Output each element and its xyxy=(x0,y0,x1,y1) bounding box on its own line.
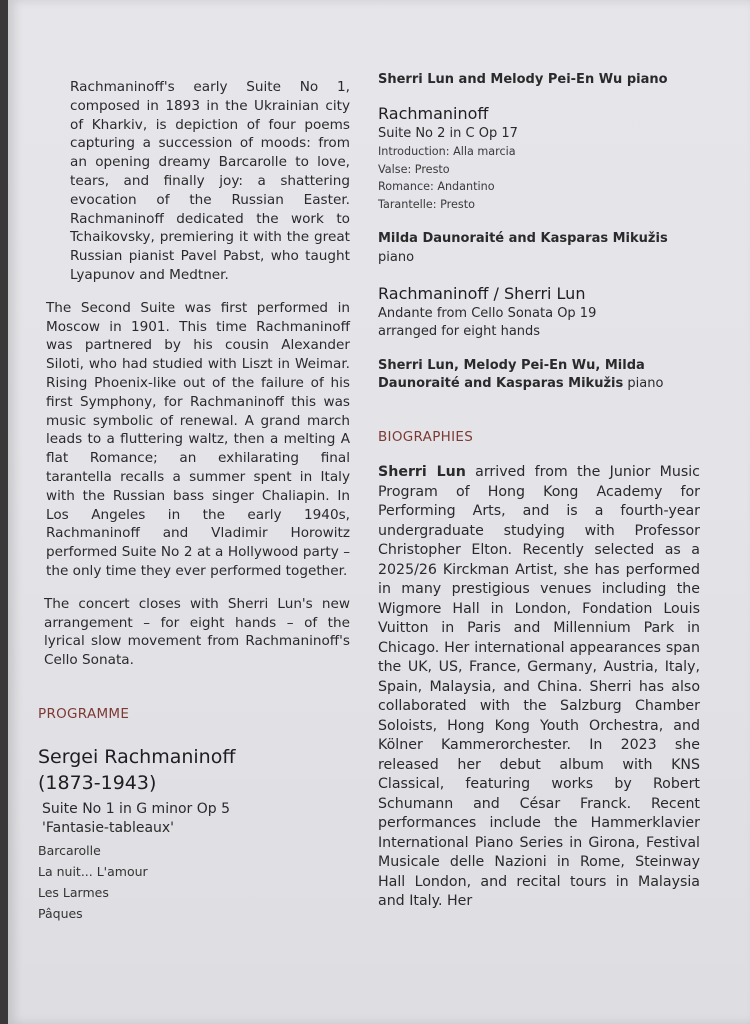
movement-item: Valse: Presto xyxy=(378,162,450,176)
movement-item: Introduction: Alla marcia xyxy=(378,145,516,158)
performers-andante xyxy=(378,357,700,393)
movement-item: Pâques xyxy=(38,905,83,921)
movement-list-suite-2 xyxy=(378,143,700,213)
composer-suite-2: Rachmaninoff xyxy=(378,104,489,123)
performers-suite-2-instrument: piano xyxy=(378,250,415,265)
movement-item: La nuit... L'amour xyxy=(38,863,148,879)
intro-paragraph-suite-2: The Second Suite was first performed in Moscow in 1901. This time Rachmaninoff was partnered by his cousin Alexander Siloti, who had studied with Liszt in Weimar. Rising Phoenix-like out of the failure of his first Symphony, for Rachmaninoff this was music symbolic of renewal. A grand march leads to a fluttering waltz, then a melting A flat Romance; an exhilarating final tarantella recalls a summer spent in Italy with the Russian bass singer Chaliapin. In Los Angeles in the early 1940s, Rachmaninoff and Vladimir Horowitz performed Suite No 2 at a Hollywood party – the only time they ever performed together. xyxy=(46,299,350,579)
left-column xyxy=(38,78,350,924)
composer-andante: Rachmaninoff / Sherri Lun xyxy=(378,284,586,303)
performers-andante-names: Sherri Lun, Melody Pei-En Wu, Milda Daunoraité and Kasparas Mikužis xyxy=(378,358,645,391)
work-subtitle: 'Fantasie-tableaux' xyxy=(42,819,175,836)
movement-item: Romance: Andantino xyxy=(378,180,495,193)
work-suite-2: Suite No 2 in C Op 17 xyxy=(378,126,518,141)
performers-suite-1: Sherri Lun and Melody Pei-En Wu piano xyxy=(378,72,668,87)
movement-item: Les Larmes xyxy=(38,884,109,900)
movement-item: Barcarolle xyxy=(38,842,101,858)
bio-name: Sherri Lun xyxy=(378,464,466,480)
biographies-heading: BIOGRAPHIES xyxy=(378,429,474,445)
work-andante: Andante from Cello Sonata Op 19 xyxy=(378,306,597,321)
movement-item: Tarantelle: Presto xyxy=(378,197,475,211)
biography-sherri-lun xyxy=(378,463,700,912)
composer-dates: (1873-1943) xyxy=(38,771,157,794)
arrangement-note: arranged for eight hands xyxy=(378,324,541,339)
programme-page xyxy=(8,0,750,1024)
work-title: Suite No 1 in G minor Op 5 xyxy=(42,800,230,817)
performers-andante-instrument: piano xyxy=(627,376,664,391)
intro-paragraph-suite-1: Rachmaninoff's early Suite No 1, composed in 1893 in the Ukrainian city of Kharkiv, is depiction of four poems capturing a succession of moods: from an opening dreamy Barcarolle to love, tears, and finally joy: a shattering evocation of the Russian Easter. Rachmaninoff dedicated the work to Tchaikovsky, premiering it with the great Russian pianist Pavel Pabst, who taught Lyapunov and Medtner. xyxy=(70,79,350,283)
composer-name: Sergei Rachmaninoff xyxy=(38,745,236,768)
performers-suite-2: Milda Daunoraité and Kasparas Mikužis xyxy=(378,231,668,246)
intro-paragraph-closing: The concert closes with Sherri Lun's new arrangement – for eight hands – of the lyrical slow movement from Rachmaninoff's Cello Sonata. xyxy=(44,595,350,669)
movement-list xyxy=(38,840,350,924)
right-column xyxy=(378,72,700,912)
bio-text: arrived from the Junior Music Program of Hong Kong Academy for Performing Arts, and is a fourth-year undergraduate studying with Professor Christopher Elton. Recently selected as a 2025/26 Kirckman Artist, she has performed in many prestigious venues including the Wigmore Hall in London, Fondation Louis Vuitton in Paris and Millennium Park in Chicago. Her international appearances span the UK, US, France, Germany, Austria, Italy, Spain, Malaysia, and China. Sherri has also collaborated with the Salzburg Chamber Soloists, Hong Kong Youth Orchestra, and Kölner Kammerorchester. In 2023 she released her debut album with KNS Classical, featuring works by Robert Schumann and César Franck. Recent performances include the Hammerklavier International Piano Series in Girona, Festival Musicale delle Nazioni in Rome, Steinway Hall London, and recital tours in Malaysia and Italy. Her xyxy=(378,464,700,909)
programme-heading: PROGRAMME xyxy=(38,705,130,722)
